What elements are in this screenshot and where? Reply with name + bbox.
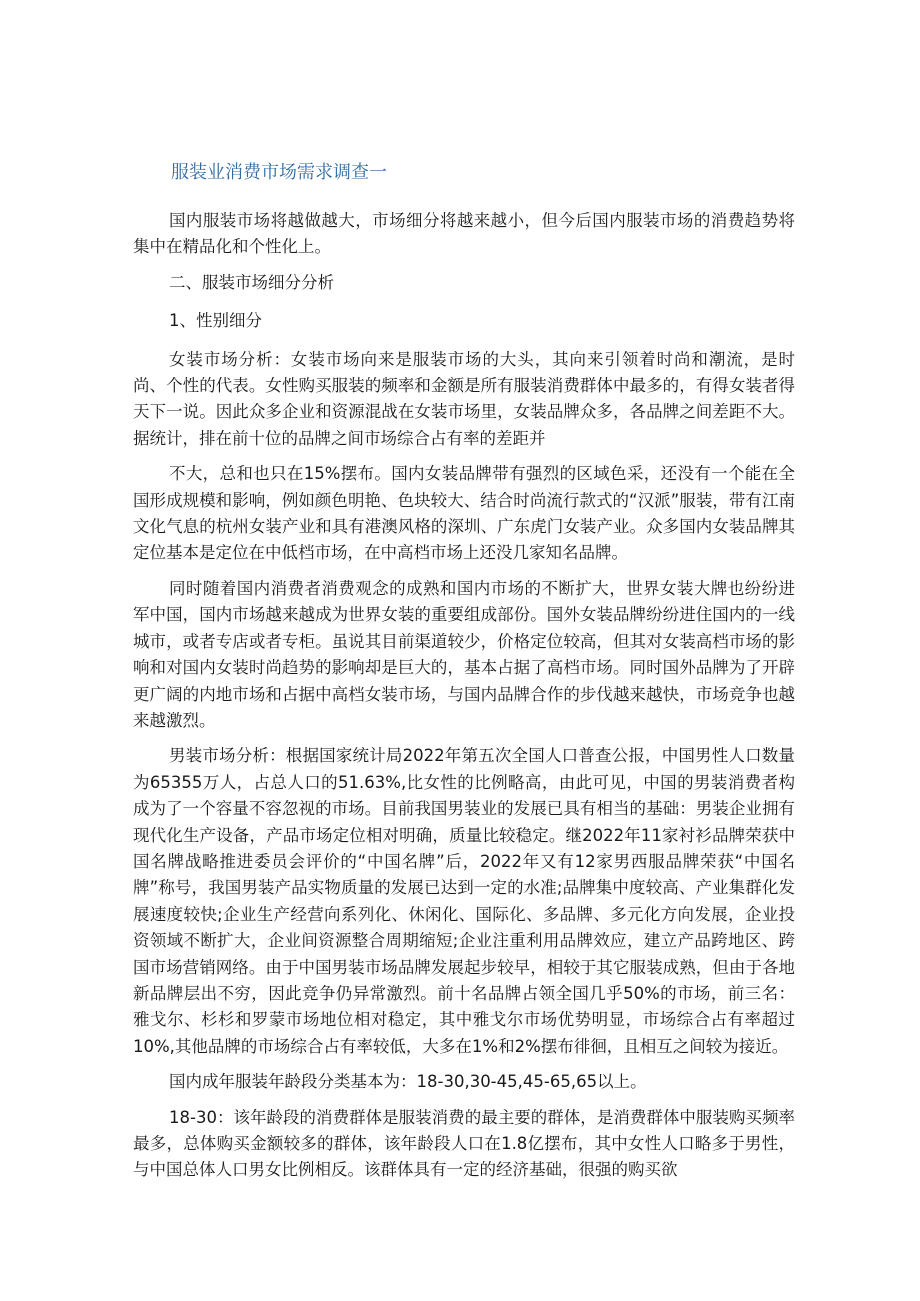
foreign-brands-paragraph: 同时随着国内消费者消费观念的成熟和国内市场的不断扩大，世界女装大牌也纷纷进军中国，国内市场越来越成为世界女装的重要组成部份。国外女装品牌纷纷进住国内的一线城市，或者专店或者专柜。虽说其目前渠道较少，价格定位较高，但其对女装高档市场的影响和对国内女装时尚趋势的影响却是巨大的，基本占据了高档市场。同时国外品牌为了开辟更广阔的内地市场和占据中高档女装市场，与国内品牌合作的步伐越来越快，市场竞争也越来越激烈。: [133, 578, 795, 730]
age-18-30-paragraph: 18-30：该年龄段的消费群体是服装消费的最主要的群体，是消费群体中服装购买频率最多，总体购买金额较多的群体，该年龄段人口在1.8亿摆布，其中女性人口略多于男性，与中国总体人口男女比例相反。该群体具有一定的经济基础，很强的购买欲: [133, 1107, 795, 1180]
subsection-heading: 1、性别细分: [169, 311, 262, 331]
menswear-paragraph: 男装市场分析：根据国家统计局2022年第五次全国人口普查公报，中国男性人口数量为65355万人，占总人口的51.63%,比女性的比例略高，由此可见，中国的男装消费者构成为了一个容量不容忽视的市场。目前我国男装业的发展已具有相当的基础：男装企业拥有现代化生产设备，产品市场定位相对明确，质量比较稳定。继2022年11家衬衫品牌荣获中国名牌战略推进委员会评价的“中国名牌”后，2022年又有12家男西服品牌荣获“中国名牌”称号，我国男装产品实物质量的发展已达到一定的水准;品牌集中度较高、产业集群化发展速度较快;企业生产经营向系列化、休闲化、国际化、多品牌、多元化方向发展，企业投资领域不断扩大，企业间资源整合周期缩短;企业注重利用品牌效应，建立产品跨地区、跨国市场营销网络。由于中国男装市场品牌发展起步较早，相较于其它服装成熟，但由于各地新品牌层出不穷，因此竞争仍异常激烈。前十名品牌占领全国几乎50%的市场，前三名：雅戈尔、杉杉和罗蒙市场地位相对稳定，其中雅戈尔市场优势明显，市场综合占有率超过10%,其他品牌的市场综合占有率较低，大多在1%和2%摆布徘徊，且相互之间较为接近。: [133, 746, 795, 1056]
age-segment-paragraph: 国内成年服装年龄段分类基本为：18-30,30-45,45-65,65以上。: [169, 1072, 647, 1092]
intro-paragraph: 国内服装市场将越做越大，市场细分将越来越小，但今后国内服装市场的消费趋势将集中在精品化和个性化上。: [133, 211, 795, 257]
document-body: [133, 158, 795, 1193]
document-title: 服装业消费市场需求调查一: [171, 162, 387, 183]
womenswear-continued-paragraph: 不大，总和也只在15%摆布。国内女装品牌带有强烈的区域色采，还没有一个能在全国形成规模和影响，例如颜色明艳、色块较大、结合时尚流行款式的“汉派”服装，带有江南文化气息的杭州女装产业和具有港澳风格的深圳、广东虎门女装产业。众多国内女装品牌其定位基本是定位在中低档市场，在中高档市场上还没几家知名品牌。: [133, 464, 795, 563]
womenswear-paragraph: 女装市场分析：女装市场向来是服装市场的大头，其向来引领着时尚和潮流，是时尚、个性的代表。女性购买服装的频率和金额是所有服装消费群体中最多的，有得女装者得天下一说。因此众多企业和资源混战在女装市场里，女装品牌众多，各品牌之间差距不大。据统计，排在前十位的品牌之间市场综合占有率的差距并: [133, 349, 795, 448]
section-heading: 二、服装市场细分分析: [169, 272, 334, 292]
